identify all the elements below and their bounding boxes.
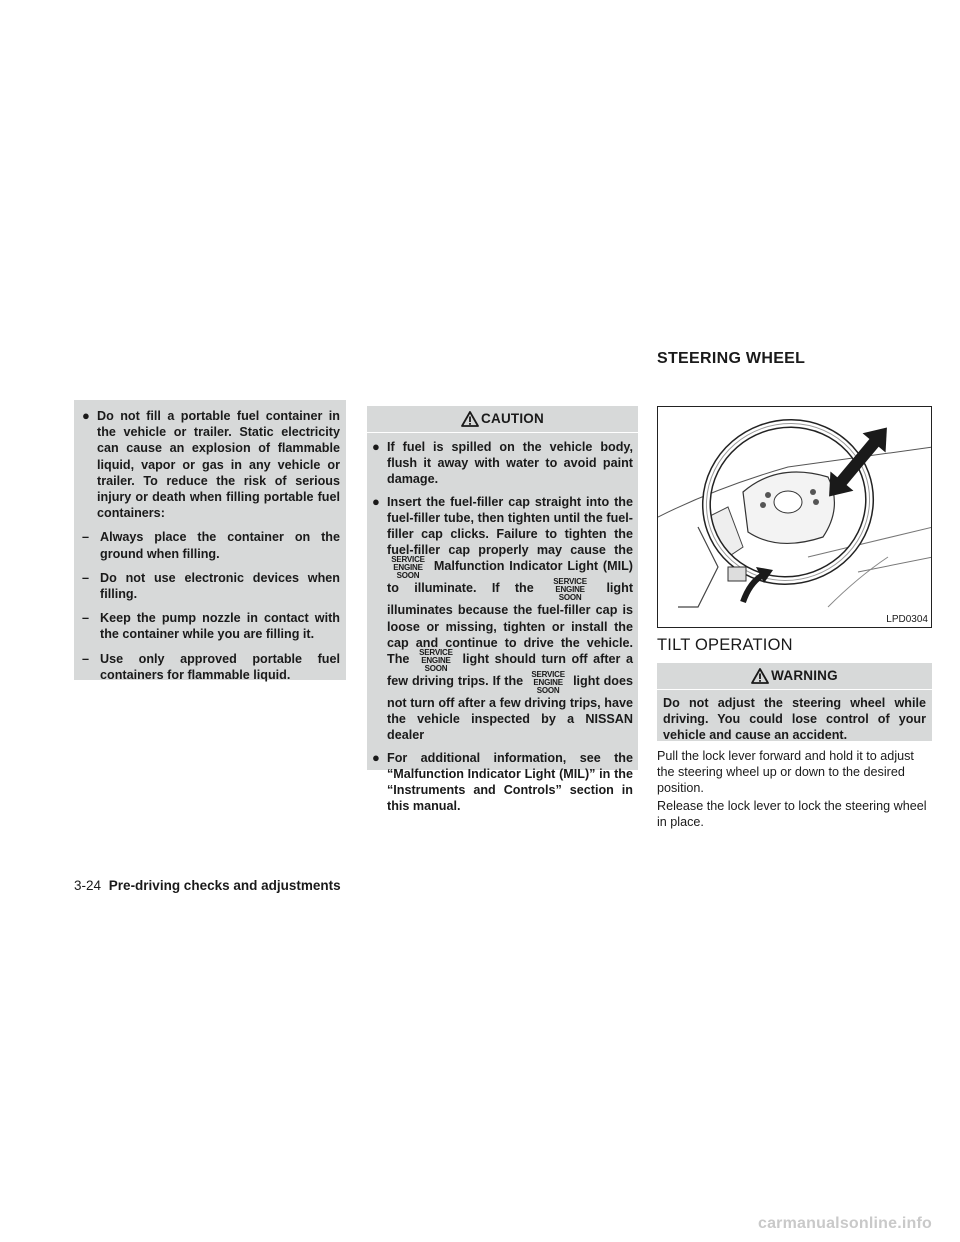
warning-triangle-icon <box>461 411 479 427</box>
warning-title: WARNING <box>771 667 838 683</box>
body-paragraph: Release the lock lever to lock the steering wheel in place. <box>657 799 927 829</box>
service-engine-soon-icon: SERVICE ENGINE SOON <box>531 670 565 696</box>
bullet: ● <box>82 408 90 423</box>
section-title: STEERING WHEEL <box>657 350 806 367</box>
warning-header <box>657 663 932 690</box>
caution-title: CAUTION <box>481 410 544 426</box>
service-engine-soon-icon: SERVICE ENGINE SOON <box>391 555 425 581</box>
list-item: ● If fuel is spilled on the vehicle body, flush it away with water to avoid paint damage. <box>372 439 633 487</box>
steering-wheel-illustration <box>657 406 932 628</box>
caution-panel <box>367 406 638 814</box>
body-paragraph: Pull the lock lever forward and hold it to adjust the steering wheel up or down to the desired position. <box>657 749 914 795</box>
list-item: – Keep the pump nozzle in contact with the container while you are filling it. <box>82 611 340 642</box>
list-item: – Use only approved portable fuel containers for flammable liquid. <box>82 651 340 682</box>
list-item: – Do not use electronic devices when filling. <box>82 570 340 602</box>
tilt-operation-heading: TILT OPERATION <box>657 636 793 654</box>
watermark: carmanualsonline.info <box>757 1215 932 1232</box>
warning-text: Do not adjust the steering wheel while driving. You could lose control of your vehicle and cause an accident. <box>663 696 926 743</box>
fuel-container-warning-panel <box>74 400 346 680</box>
warning-panel <box>657 663 932 741</box>
figure-code: LPD0304 <box>886 614 928 625</box>
page-footer <box>74 878 341 893</box>
service-engine-soon-icon: SERVICE ENGINE SOON <box>419 648 453 674</box>
page-number: 3-24 <box>74 878 102 893</box>
footer-section-title: Pre-driving checks and adjustments <box>108 878 341 893</box>
steering-wheel-drawing <box>658 407 932 628</box>
warning-triangle-icon <box>751 668 769 684</box>
list-item: ● For additional information, see the “Malfunction Indicator Light (MIL)” in the “Instruments and Controls” section in this manual. <box>372 749 633 814</box>
list-item: – Always place the container on the ground when filling. <box>82 530 340 561</box>
caution-header <box>367 406 638 433</box>
fuel-container-warning-text: Do not fill a portable fuel container in the vehicle or trailer. Static electricity can cause an explosion of flammable liquid, vapor or gas in any vehicle or trailer. To reduce the risk of serious injury or death when filling portable fuel containers: <box>97 409 340 521</box>
list-item: ● Insert the fuel-filler cap straight into the fuel-filler tube, then tighten until the fuel-filler cap clicks. Failure to tighten the fuel-filler cap properly may cause the SERVICE ENGINE SOON Malfunction Indicator Light (MIL) to illuminate. If the SERVICE ENGINE SOON light illuminates because the fuel-filler cap is loose or missing, tighten or install the cap and continue to drive the vehicle. The SERVICE ENGINE SOON light should turn off after a few driving trips. If the SERVICE ENGINE SOON light does not turn off after a few driving trips, have the vehicle inspected by a NISSAN dealer <box>372 493 634 743</box>
service-engine-soon-icon: SERVICE ENGINE SOON <box>553 577 587 603</box>
